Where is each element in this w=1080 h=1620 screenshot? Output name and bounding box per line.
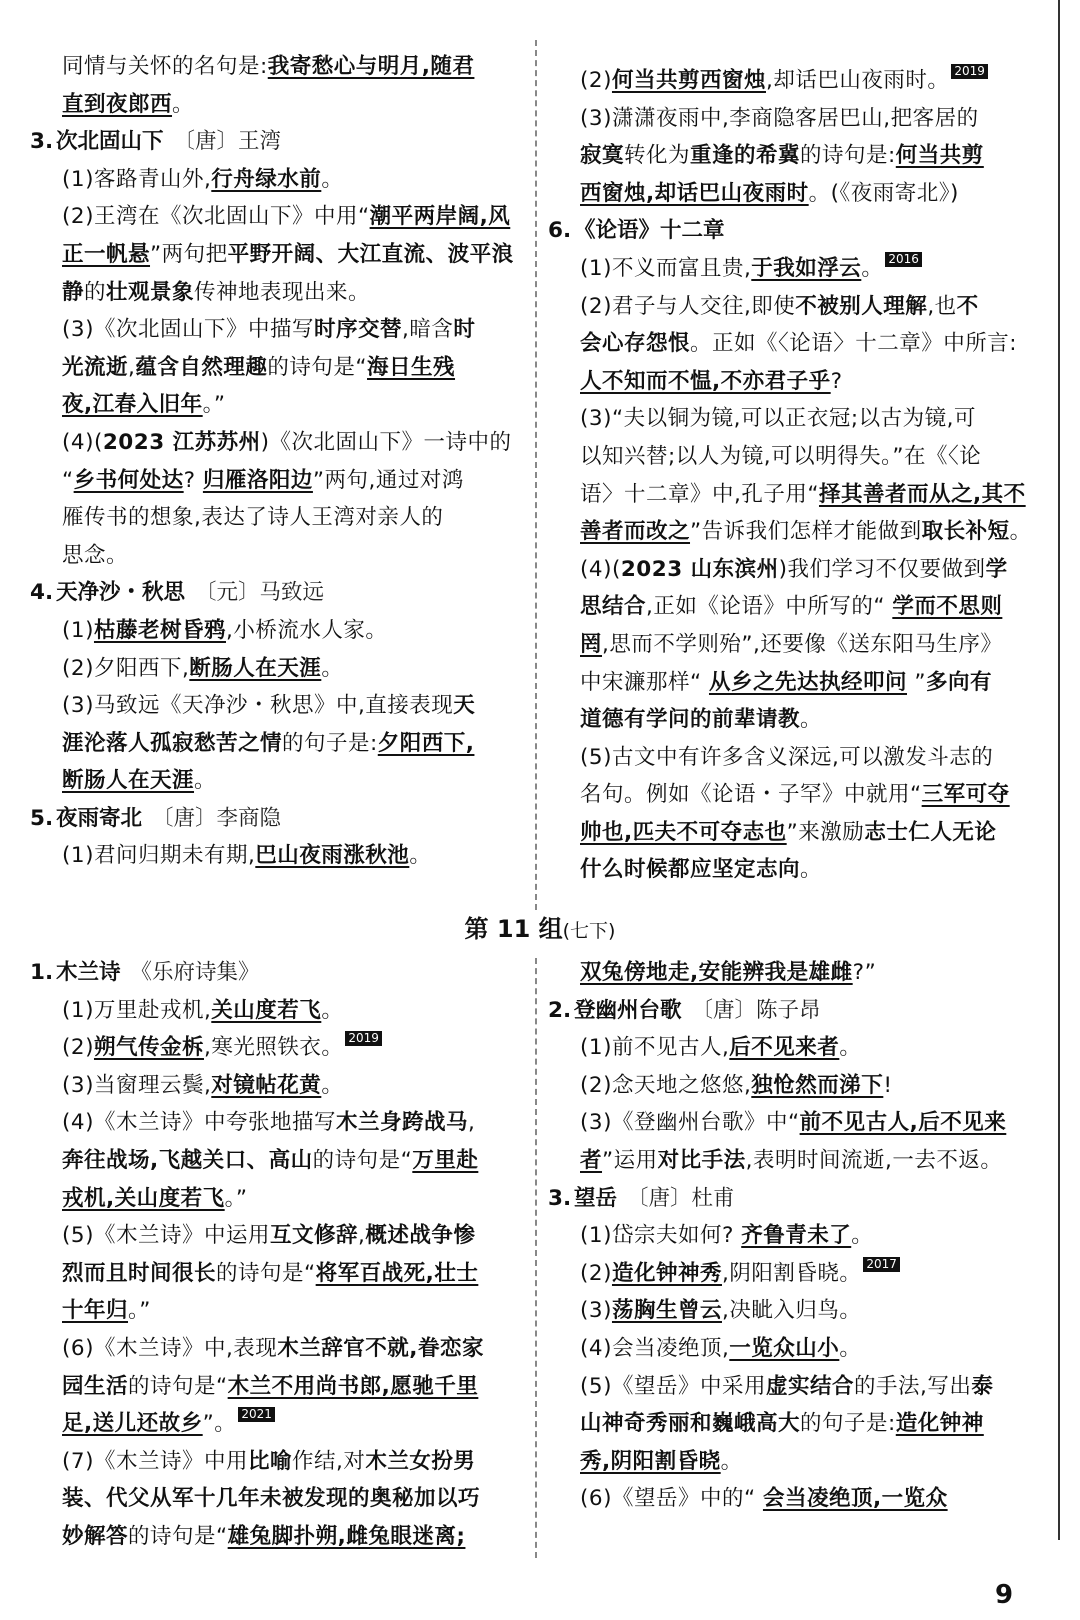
text-line (548, 588, 1048, 626)
answer-text: 归雁洛阳边 (202, 467, 313, 493)
body-text: 。” (202, 392, 226, 418)
exam-year-badge: 2017 (863, 1257, 900, 1272)
body-text: 的诗句是“ (267, 354, 368, 380)
body-text: 作结,对 (291, 1448, 366, 1474)
text-line (30, 762, 525, 800)
answer-text: 会当凌绝顶,一览众 (762, 1486, 948, 1512)
text-line (548, 250, 1048, 288)
answer-text: 枯藤老树昏鸦 (93, 617, 226, 643)
text-line (548, 513, 1048, 551)
answer-text: 造化钟神 (895, 1411, 984, 1437)
item-number: 1. (30, 960, 54, 985)
body-text: “ (62, 467, 74, 493)
body-text: ? (183, 467, 203, 493)
answer-text: 戎机,关山度若飞 (62, 1185, 225, 1211)
text-line (30, 1142, 525, 1180)
answer-text: 人不知而不愠,不亦君子乎 (580, 368, 831, 394)
body-text: 以知兴替;以人为镜,可以明得失。”在《〈论 (580, 443, 982, 469)
answer-text: 万里赴 (412, 1147, 479, 1173)
body-text: ”两句,通过对鸿 (312, 467, 464, 493)
body-text: (5)《望岳》中采用 (580, 1373, 766, 1399)
text-line (30, 1330, 525, 1368)
poem-heading (30, 574, 525, 612)
body-text: 思念。 (62, 542, 129, 568)
group-subtitle: (七下) (562, 920, 616, 942)
item-number: 5. (30, 805, 54, 831)
body-text: 的诗句是“ (128, 1373, 228, 1399)
answer-text: 后不见来者 (729, 1035, 840, 1061)
body-text: 。 (800, 857, 823, 883)
text-line (30, 311, 525, 349)
body-text: ”告诉我们怎样才能做到 (690, 519, 922, 545)
answer-text: 学而不思则 (892, 594, 1003, 620)
text-line (30, 161, 525, 199)
body-text: ,思而不学则殆”,还要像《送东阳马生序》 (602, 631, 1003, 657)
text-line (30, 499, 525, 537)
key-text: 对比手法 (657, 1147, 746, 1173)
text-line (30, 725, 525, 763)
body-text: ,正如《论语》中所写的“ (646, 594, 893, 620)
right-column-bottom (548, 954, 1048, 1518)
answer-text: 前不见古人,后不见来 (799, 1110, 1007, 1136)
body-text: (7)《木兰诗》中用 (62, 1448, 248, 1474)
body-text: (3) (580, 1298, 612, 1324)
item-number: 2. (548, 997, 572, 1023)
item-number: 3. (30, 129, 54, 155)
answer-text: 何当共剪 (895, 143, 984, 169)
body-text: 。 (1009, 519, 1032, 545)
body-text: ”运用 (602, 1147, 658, 1173)
body-text: ”。 (202, 1411, 237, 1437)
poem-author: 〔唐〕陈子昂 (691, 997, 821, 1023)
answer-text: 直到夜郎西 (62, 91, 173, 117)
key-text: 2023 山东滨州 (620, 556, 779, 582)
poem-title: 木兰诗 (56, 960, 121, 985)
text-line (30, 1480, 525, 1518)
body-text: ,阴阳割昏晓。 (721, 1260, 862, 1286)
body-text: (2) (580, 68, 612, 93)
answer-text: 乡书何处达 (73, 467, 184, 493)
text-line (548, 1292, 1048, 1330)
body-text: ,暗含 (401, 317, 454, 343)
body-text: )《次北固山下》一诗中的 (260, 429, 512, 455)
poem-title: 登幽州台歌 (574, 997, 682, 1023)
body-text: (3)“夫以铜为镜,可以正衣冠;以古为镜,可 (580, 406, 977, 432)
exam-year-badge: 2016 (885, 252, 922, 267)
exam-year-badge: 2019 (951, 64, 988, 79)
key-text: 学 (985, 556, 1008, 582)
answer-text: 我寄愁心与明月,随君 (267, 54, 475, 79)
body-text: ”两句把 (150, 241, 228, 267)
key-text: 2023 江苏苏州 (102, 429, 261, 455)
text-line (548, 1142, 1048, 1180)
body-text: ! (883, 1072, 893, 1098)
answer-text: 一览众山小 (729, 1335, 840, 1361)
text-line (548, 288, 1048, 326)
key-text: 志士仁人无论 (864, 819, 997, 845)
body-text: (1)岱宗夫如何? (580, 1223, 742, 1249)
body-text: (5)古文中有许多含义深远,可以激发斗志的 (580, 744, 994, 770)
body-text: ,也 (927, 293, 957, 319)
text-line (548, 664, 1048, 702)
item-number: 3. (548, 1185, 572, 1211)
text-line (548, 626, 1048, 664)
text-line (548, 776, 1048, 814)
key-text: 时序交替 (313, 317, 402, 343)
body-text: ,决眦入归鸟。 (721, 1298, 862, 1324)
key-text: 山神奇秀丽和巍峨高大 (580, 1411, 801, 1437)
poem-author: 〔元〕马致远 (195, 580, 325, 606)
key-text: 会心存怨恨 (580, 331, 691, 357)
answer-text: 对镜帖花黄 (211, 1072, 322, 1098)
poem-author: 〔唐〕李商隐 (152, 805, 282, 831)
text-line (30, 236, 525, 274)
key-text: 蕴含自然理趣 (135, 354, 268, 380)
body-text: , (357, 1223, 366, 1249)
body-text: 。 (851, 1223, 874, 1249)
poem-heading (548, 1180, 1048, 1218)
text-line (548, 1405, 1048, 1443)
key-text: 互文修辞 (269, 1223, 358, 1249)
answer-text: 造化钟神秀 (611, 1260, 722, 1286)
body-text: (1) (62, 617, 94, 643)
key-text: 寂寞 (580, 143, 625, 169)
text-line (30, 1255, 525, 1293)
body-text: (1)不义而富且贵, (580, 255, 752, 281)
text-line (30, 386, 525, 424)
body-text: (6)《木兰诗》中,表现 (62, 1335, 278, 1361)
body-text: 。 (839, 1035, 862, 1061)
answer-text: 关山度若飞 (211, 997, 322, 1023)
body-text: 。 (839, 1335, 862, 1361)
text-line (30, 1217, 525, 1255)
answer-text: 正一帆悬 (62, 241, 151, 267)
body-text: 的诗句是: (800, 143, 896, 169)
answer-text: 于我如浮云 (751, 255, 862, 281)
right-column-top (548, 62, 1048, 889)
body-text: 。 (172, 91, 195, 117)
text-line (30, 1067, 525, 1105)
text-line (548, 137, 1048, 175)
body-text: (4)会当凌绝顶, (580, 1335, 730, 1361)
text-line (548, 363, 1048, 401)
key-text: 什么时候都应坚定志向 (580, 857, 801, 883)
text-line (548, 1029, 1048, 1067)
body-text: 。 (321, 997, 344, 1023)
key-text: 奔往战场,飞越关口、高山 (62, 1147, 313, 1173)
body-text: (4)( (580, 556, 621, 582)
answer-text: 足,送儿还故乡 (62, 1411, 203, 1437)
body-text: 名句。例如《论语・子罕》中就用“ (580, 782, 922, 808)
text-line (548, 1104, 1048, 1142)
poem-heading (30, 800, 525, 838)
key-text: 思结合 (580, 594, 647, 620)
item-number: 4. (30, 580, 54, 606)
text-line (548, 701, 1048, 739)
text-line (30, 86, 525, 124)
key-text: 天 (453, 693, 476, 719)
body-text: ? (830, 368, 843, 394)
text-line (548, 62, 1048, 100)
poem-heading (548, 992, 1048, 1030)
key-text: 静 (62, 279, 85, 305)
text-line (30, 1518, 525, 1556)
body-text: 的句子是: (282, 730, 378, 756)
text-line (548, 400, 1048, 438)
answer-text: 断肠人在天涯 (62, 768, 195, 794)
key-text: 多向有 (925, 669, 992, 695)
key-text: 虚实结合 (765, 1373, 854, 1399)
text-line (548, 1255, 1048, 1293)
key-text: 泰 (971, 1373, 994, 1399)
poem-heading (30, 954, 525, 992)
text-line (30, 462, 525, 500)
poem-author: 〔唐〕王湾 (173, 129, 282, 155)
column-divider-bottom (535, 958, 537, 1558)
key-text: 木兰女扮男 (365, 1448, 476, 1474)
answer-text: 从乡之先达执经叩问 (708, 669, 907, 695)
column-divider-top (535, 40, 537, 910)
text-line (30, 1104, 525, 1142)
text-line (548, 954, 1048, 992)
text-line (30, 837, 525, 875)
body-text: 的诗句是“ (312, 1147, 413, 1173)
page-edge-line (1058, 0, 1060, 1540)
answer-text: 秀,阴阳割昏晓 (580, 1448, 721, 1474)
key-text: 时 (453, 317, 476, 343)
text-line (30, 1405, 525, 1443)
answer-text: 独怆然而涕下 (751, 1072, 884, 1098)
page-number: 9 (995, 1580, 1014, 1610)
body-text: 的诗句是“ (216, 1260, 316, 1286)
answer-text: 行舟绿水前 (211, 166, 322, 192)
item-number: 6. (548, 218, 572, 244)
body-text: 中宋濂那样“ (580, 669, 709, 695)
body-text: 。正如《〈论语〉十二章》中所言: (690, 331, 1018, 357)
key-text: 园生活 (62, 1373, 129, 1399)
poem-author: 《乐府诗集》 (130, 960, 260, 985)
body-text: (3)马致远《天净沙・秋思》中,直接表现 (62, 693, 454, 719)
body-text: 同情与关怀的名句是: (62, 54, 268, 79)
answer-text: 雄兔脚扑朔,雌兔眼迷离; (227, 1523, 466, 1549)
body-text: , (128, 354, 136, 380)
body-text: 。 (321, 655, 344, 681)
body-text: 。 (861, 255, 884, 281)
key-text: 木兰辞官不就,眷恋家 (277, 1335, 484, 1361)
body-text: (2)念天地之悠悠, (580, 1072, 752, 1098)
body-text: (6)《望岳》中的“ (580, 1486, 763, 1512)
key-text: 不 (956, 293, 979, 319)
poem-heading (548, 212, 1048, 250)
left-column-bottom (30, 954, 525, 1556)
poem-title: 夜雨寄北 (56, 805, 143, 831)
body-text: 。 (321, 1072, 344, 1098)
text-line (30, 198, 525, 236)
body-text: ” (907, 669, 926, 695)
left-column-top (30, 48, 525, 875)
key-text: 装、代父从军十几年未被发现的奥秘加以巧 (62, 1486, 481, 1512)
body-text: (3)潇潇夜雨中,李商隐客居巴山,把客居的 (580, 105, 979, 131)
body-text: (1)前不见古人, (580, 1035, 730, 1061)
text-line (548, 100, 1048, 138)
body-text: 的 (84, 279, 107, 305)
key-text: 光流逝 (62, 354, 129, 380)
text-line (30, 1029, 525, 1067)
body-text: 。 (409, 843, 432, 869)
text-line (548, 739, 1048, 777)
text-line (548, 1217, 1048, 1255)
text-line (548, 814, 1048, 852)
body-text: 。 (720, 1448, 743, 1474)
answer-text: 善者而改之 (580, 519, 691, 545)
text-line (30, 349, 525, 387)
answer-text: 断肠人在天涯 (189, 655, 322, 681)
key-text: 取长补短 (921, 519, 1010, 545)
poem-title: 《论语》十二章 (574, 218, 725, 244)
text-line (30, 537, 525, 575)
answer-text: 木兰不用尚书郎,愿驰千里 (227, 1373, 479, 1399)
body-text: (2)夕阳西下, (62, 655, 190, 681)
poem-heading (30, 123, 525, 161)
answer-text: 双兔傍地走,安能辨我是雄雌 (580, 960, 853, 985)
answer-text: 夜,江春入旧年 (62, 392, 203, 418)
body-text: 语〉十二章》中,孔子用“ (580, 481, 819, 507)
text-line (30, 1292, 525, 1330)
text-line (548, 1443, 1048, 1481)
key-text: 涯沦落人孤寂愁苦之情 (62, 730, 283, 756)
answer-text: 齐鲁青未了 (741, 1223, 852, 1249)
key-text: 比喻 (247, 1448, 292, 1474)
body-text: (1)万里赴戎机, (62, 997, 212, 1023)
body-text: 的手法,写出 (853, 1373, 972, 1399)
text-line (30, 1443, 525, 1481)
text-line (30, 1368, 525, 1406)
answer-text: 朔气传金柝 (93, 1035, 204, 1061)
key-text: 壮观景象 (106, 279, 195, 305)
text-line (548, 438, 1048, 476)
key-text: 重逢的希冀 (690, 143, 801, 169)
body-text: ”来激励 (786, 819, 865, 845)
text-line (548, 851, 1048, 889)
body-text: ,寒光照铁衣。 (203, 1035, 344, 1061)
group-title: 第 11 组 (464, 915, 563, 943)
text-line (30, 1180, 525, 1218)
body-text: 雁传书的想象,表达了诗人王湾对亲人的 (62, 505, 444, 531)
group-heading (0, 912, 1080, 948)
exam-year-badge: 2019 (345, 1031, 382, 1046)
answer-text: 潮平两岸阔,风 (369, 204, 511, 230)
body-text: 。 (321, 166, 344, 192)
exam-year-badge: 2021 (238, 1407, 275, 1422)
body-text: , (467, 1110, 476, 1136)
body-text: (1)君问归期未有期, (62, 843, 256, 869)
key-text: 不被别人理解 (795, 293, 928, 319)
answer-text: 何当共剪西窗烛 (611, 68, 766, 93)
text-line (30, 424, 525, 462)
body-text: 传神地表现出来。 (194, 279, 371, 305)
answer-text: 择其善者而从之,其不 (818, 481, 1026, 507)
key-text: 烈而且时间很长 (62, 1260, 217, 1286)
body-text: (3)当窗理云鬓, (62, 1072, 212, 1098)
answer-text: 荡胸生曾云 (611, 1298, 722, 1324)
body-text: 转化为 (624, 143, 691, 169)
text-line (30, 687, 525, 725)
body-text: 。” (128, 1298, 151, 1324)
text-line (548, 1067, 1048, 1105)
poem-title: 天净沙・秋思 (56, 580, 186, 606)
answer-text: 夕阳西下, (377, 730, 475, 756)
body-text: 的诗句是“ (128, 1523, 228, 1549)
body-text: ,却话巴山夜雨时。 (765, 68, 950, 93)
answer-text: 海日生残 (367, 354, 456, 380)
text-line (30, 612, 525, 650)
body-text: (2) (580, 1260, 612, 1286)
body-text: 的句子是: (800, 1411, 896, 1437)
body-text: ,表明时间流逝,一去不返。 (745, 1147, 1003, 1173)
body-text: )我们学习不仅要做到 (778, 556, 986, 582)
body-text: 。” (224, 1185, 248, 1211)
body-text: (5)《木兰诗》中运用 (62, 1223, 270, 1249)
text-line (30, 650, 525, 688)
body-text: (2)君子与人交往,即使 (580, 293, 796, 319)
answer-text: 十年归 (62, 1298, 129, 1324)
answer-text: 西窗烛,却话巴山夜雨时 (580, 180, 809, 206)
body-text: (3)《次北固山下》中描写 (62, 317, 314, 343)
body-text: ?” (852, 960, 877, 985)
body-text: (1)客路青山外, (62, 166, 212, 192)
body-text: ,小桥流水人家。 (225, 617, 388, 643)
text-line (548, 1368, 1048, 1406)
body-text: (4)( (62, 429, 103, 455)
text-line (548, 325, 1048, 363)
key-text: 概述战争惨 (365, 1223, 476, 1249)
poem-author: 〔唐〕杜甫 (627, 1185, 735, 1211)
poem-title: 次北固山下 (56, 129, 164, 155)
text-line (30, 48, 525, 86)
body-text: 。(《夜雨寄北》) (808, 180, 959, 206)
body-text: (2)王湾在《次北固山下》中用“ (62, 204, 370, 230)
body-text: (4)《木兰诗》中夸张地描写 (62, 1110, 336, 1136)
key-text: 道德有学问的前辈请教 (580, 707, 801, 733)
text-line (30, 274, 525, 312)
text-line (548, 476, 1048, 514)
body-text: 。 (194, 768, 217, 794)
key-text: 平野开阔、大江直流、波平浪 (227, 241, 514, 267)
answer-text: 罔 (580, 631, 603, 657)
text-line (548, 551, 1048, 589)
answer-text: 三军可夺 (921, 782, 1010, 808)
text-line (548, 1330, 1048, 1368)
key-text: 木兰身跨战马 (335, 1110, 468, 1136)
body-text: (2) (62, 1035, 94, 1061)
text-line (30, 992, 525, 1030)
key-text: 妙解答 (62, 1523, 129, 1549)
answer-text: 将军百战死,壮士 (315, 1260, 479, 1286)
answer-text: 帅也,匹夫不可夺志也 (580, 819, 787, 845)
answer-text: 者 (580, 1147, 603, 1173)
body-text: 。 (800, 707, 823, 733)
text-line (548, 1480, 1048, 1518)
poem-title: 望岳 (574, 1185, 618, 1211)
answer-text: 巴山夜雨涨秋池 (255, 843, 410, 869)
text-line (548, 175, 1048, 213)
body-text: (3)《登幽州台歌》中“ (580, 1110, 800, 1136)
